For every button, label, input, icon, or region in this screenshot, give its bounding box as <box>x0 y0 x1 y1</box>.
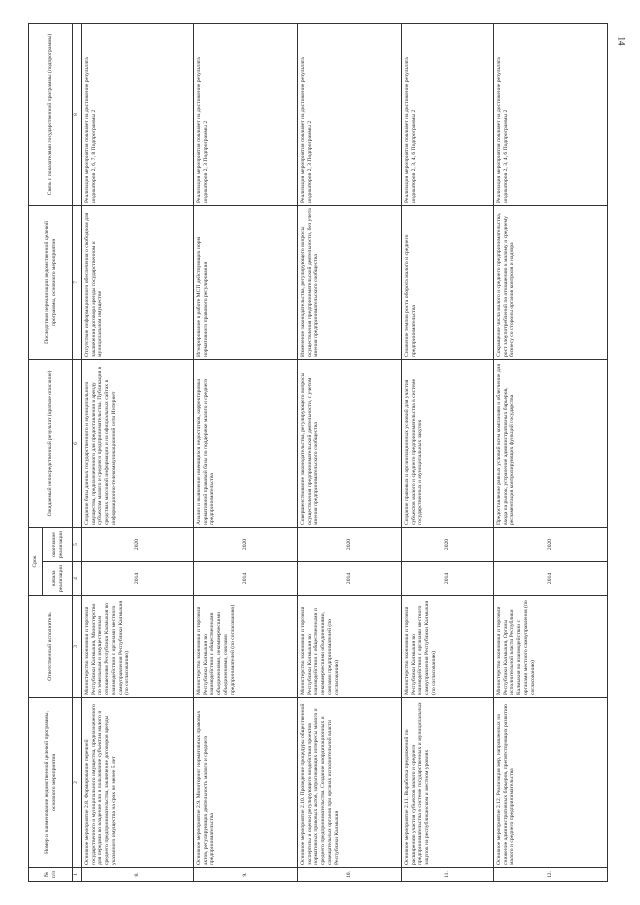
column-number: 4 <box>73 562 82 596</box>
column-number: 6 <box>73 359 82 527</box>
header-link: Связь с показателями государственной программы (подпрограммы) <box>29 23 73 205</box>
column-number: 8 <box>73 23 82 205</box>
table-row <box>494 23 608 881</box>
header-term: Срок <box>29 527 43 595</box>
column-number: 2 <box>73 698 82 868</box>
row-start: 2014 <box>494 562 608 596</box>
row-executor: Министерство экономики и торговли Республики Калмыкия во взаимодействии с органами местного самоуправления Республики Калмыкия (по согласованию) <box>402 596 494 698</box>
row-result: Создание правовых и организационных условий для участия субъектов малого и среднего предпринимательства в системе государственных и муниципальных закупок <box>402 359 494 527</box>
row-result: Предоставление равных условий всем компаниям и облегчение для входа на рынок, устранение административных барьеров, регламентация контролирующих функций государства <box>494 359 608 527</box>
row-link: Реализация мероприятия повлияет на достижение результата индикаторов 2, 3 Подпрограммы 2 <box>194 23 298 205</box>
row-start: 2014 <box>298 562 402 596</box>
row-result: Анализ и выявление имеющихся недостатков, корректировка нормативной правовой базы по поддержке малого и среднего предпринимательства <box>194 359 298 527</box>
row-end: 2020 <box>82 527 194 561</box>
column-number: 1 <box>73 868 82 882</box>
rotated-table <box>28 24 608 882</box>
table-row <box>298 23 402 881</box>
table-row <box>82 23 194 881</box>
row-consequences: Отсутствие информационного обеспечения о свободном для заключения договора аренды государственном и муниципальном имуществе <box>82 205 194 359</box>
row-link: Реализация мероприятия повлияет на достижение результата индикаторов 2, 3, 4, 6 Подпрограммы 2 <box>402 23 494 205</box>
row-executor: Министерство экономики и торговли Республики Калмыкия, Министерство по земельным и имущественным отношениям Республики Калмыкия во взаимодействии с органами местного самоуправления Республики Калмыкия (по согласованию) <box>82 596 194 698</box>
row-name: Основное мероприятие 2.10. Проведение процедуры общественной экспертизы и оценки регулирующего воздействия проектов нормативных правовых актов, затрагивающих интересы малого и среднего предпринимательства. Создание координационных и совещательных органов при органах исполнительной власти Республики Калмыкия <box>298 698 402 868</box>
row-consequences: Снижение темпов роста оборота малого и среднего предпринимательства <box>402 205 494 359</box>
row-start: 2014 <box>82 562 194 596</box>
row-end: 2020 <box>194 527 298 561</box>
header-end: окончание реализации <box>43 527 73 561</box>
row-number: 11. <box>402 868 494 882</box>
header-consequences: Последствия нереализации ведомственной целевой программы, основного мероприятия <box>29 205 73 359</box>
row-number: 10. <box>298 868 402 882</box>
page-number: 14 <box>616 36 627 46</box>
row-number: 8. <box>82 868 194 882</box>
row-link: Реализация мероприятия повлияет на достижение результата индикаторов 2, 6, 7, 8 Подпрограммы 2 <box>82 23 194 205</box>
row-result: Создание базы данных государственного и муниципального имущества, предназначенного для предоставления в аренду субъектам малого и среднего предпринимательства. Публикация в средствах массовой информации и на официальных сайтах в информационно-телекоммуникационной сети Интернет <box>82 359 194 527</box>
row-start: 2014 <box>194 562 298 596</box>
row-name: Основное мероприятие 2.8. Формирование перечней государственного и муниципального имущества, предназначенного для передачи во владение или в пользование субъектам малого и среднего предпринимательства, заключение договоров аренды указанного имущества на срок не менее 5 лет <box>82 698 194 868</box>
column-number: 5 <box>73 527 82 561</box>
row-consequences: Изменение законодательства, регулирующего вопросы осуществления предпринимательской деятельности, без учета мнения предпринимательского сообщества <box>298 205 402 359</box>
row-executor: Министерство экономики и торговли Республики Калмыкия, Органы исполнительной власти Республики Калмыкия во взаимодействии с органами местного самоуправления (по согласованию) <box>494 596 608 698</box>
header-start: начала реализации <box>43 562 73 596</box>
row-end: 2020 <box>298 527 402 561</box>
header-name: Номер и наименование ведомственной целевой программы, основного мероприятия <box>29 698 73 868</box>
row-name: Основное мероприятие 2.12. Реализация мер, направленных на снижение административных барьеров, препятствующих развитию малого и среднего предпринимательства <box>494 698 608 868</box>
column-number: 7 <box>73 205 82 359</box>
rotated-table-container <box>28 24 608 882</box>
column-number: 3 <box>73 596 82 698</box>
row-name: Основное мероприятие 2.9. Мониторинг нормативных правовых актов, регулирующих деятельность малого и среднего предпринимательства <box>194 698 298 868</box>
row-end: 2020 <box>494 527 608 561</box>
row-executor: Министерство экономики и торговли Республики Калмыкия во взаимодействии с общественными и некоммерческими объединениями, союзами предпринимателей (по согласованию) <box>298 596 402 698</box>
row-name: Основное мероприятие 2.11. Выработка предложений по расширению участия субъектов малого и среднего предпринимательства в системе государственных и муниципальных закупок на республиканском и местном уровнях <box>402 698 494 868</box>
row-number: 9. <box>194 868 298 882</box>
table-row <box>402 23 494 881</box>
header-executor: Ответственный исполнитель <box>29 596 73 698</box>
header-no: № п/п <box>29 868 73 882</box>
row-start: 2014 <box>402 562 494 596</box>
row-consequences: Сокращение числа малого и среднего предпринимательства, рост злоупотреблений по отношению к малому и среднему бизнесу со стороны органов контроля и надзора <box>494 205 608 359</box>
row-consequences: Игнорирование в работе МСП действующих норм нормативного правового регулирования <box>194 205 298 359</box>
header-result: Ожидаемый непосредственный результат (краткое описание) <box>29 359 73 527</box>
program-table <box>28 23 608 882</box>
row-link: Реализация мероприятия повлияет на достижение результата индикаторов 2, 3 Подпрограммы 2 <box>298 23 402 205</box>
row-result: Совершенствование законодательства, регулирующего вопросы осуществления предпринимательской деятельности, с учетом мнения предпринимательского сообщества <box>298 359 402 527</box>
row-number: 12. <box>494 868 608 882</box>
row-link: Реализация мероприятия повлияет на достижение результата индикаторов 2, 3, 4, 6 Подпрограммы 2 <box>494 23 608 205</box>
column-number-row <box>73 23 82 881</box>
table-row <box>194 23 298 881</box>
row-end: 2020 <box>402 527 494 561</box>
row-executor: Министерство экономики и торговли Республики Калмыкия во взаимодействии с общественными объединениями, некоммерческими объединениями, союзами предпринимателей (по согласованию) <box>194 596 298 698</box>
